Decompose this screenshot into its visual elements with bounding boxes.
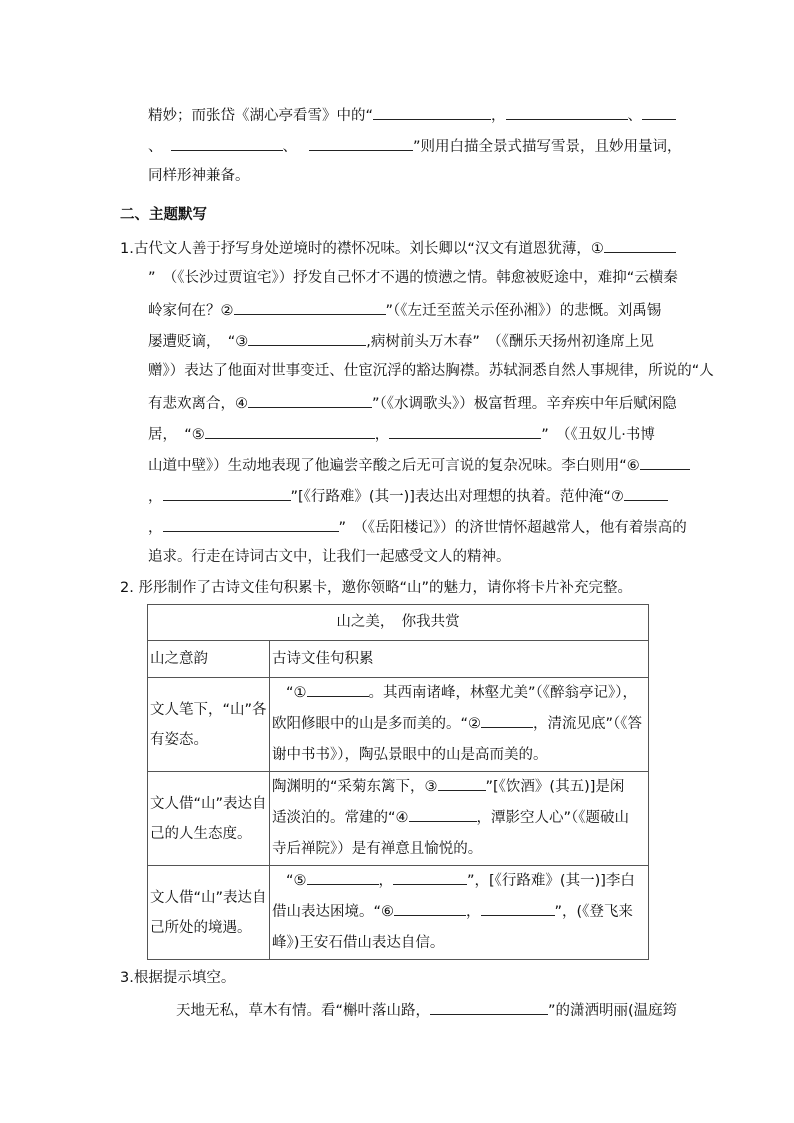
- blank-line[interactable]: [506, 104, 628, 120]
- table-row: [148, 678, 649, 772]
- card-title: 山之美， 你我共赏: [148, 605, 649, 641]
- intro-text: 精妙；而张岱《湖心亭看雪》中的“: [148, 108, 374, 124]
- blank-line[interactable]: [309, 135, 413, 151]
- blank-line[interactable]: [248, 330, 366, 346]
- section-title: 二、主题默写: [120, 207, 207, 223]
- intro-line-3: 同样形神兼备。: [148, 168, 250, 184]
- blank-line[interactable]: [373, 104, 491, 120]
- q1-line-5: 赠》）表达了他面对世事变迁、仕宦沉浮的豁达胸襟。苏轼洞悉自然人事规律，所说的“人: [148, 363, 714, 379]
- blank-line[interactable]: [642, 104, 676, 120]
- q2-intro: 2. 彤彤制作了古诗文佳句积累卡，邀你领略“山”的魅力，请你将卡片补充完整。: [120, 580, 632, 596]
- intro-line-2: 、 、 ”则用白描全景式描写雪景，且妙用量词，: [148, 135, 682, 157]
- q3-title: 3.根据提示填空。: [120, 970, 236, 986]
- blank-line[interactable]: [171, 135, 283, 151]
- q1-line-2: ” （《长沙过贾谊宅》）抒发自己怀才不遇的愤懑之情。韩愈被贬途中，难抑“云横秦: [148, 270, 678, 286]
- blank-line[interactable]: [248, 392, 372, 408]
- blank-line[interactable]: [624, 485, 668, 501]
- blank-line[interactable]: [205, 423, 375, 439]
- col2-header: 古诗文佳句积累: [270, 641, 649, 678]
- row-content: “⑤ ， ”，[《行路难》(其一)]李白 借山表达困境。“⑥ ， ”，(《登飞来 峰》)王安石借山表达自信。: [270, 866, 649, 960]
- q3-line-1: 天地无私，草木有情。看“槲叶落山路， ”的潇洒明丽(温庭筠: [176, 999, 677, 1021]
- blank-line[interactable]: [640, 454, 690, 470]
- q1-line-11: 追求。行走在诗词古文中，让我们一起感受文人的精神。: [148, 549, 511, 565]
- row-content: “① 。其西南诸峰，林壑尤美”（《醉翁亭记》）， 欧阳修眼中的山是多而美的。“② ，清流见底”（《答 谢中书书》），陶弘景眼中的山是高而美的。: [270, 678, 649, 772]
- q1-line-7: 居， “⑤ ， ” （《丑奴儿·书博: [148, 423, 655, 445]
- blank-line[interactable]: [409, 806, 477, 822]
- blank-line[interactable]: [307, 869, 379, 885]
- blank-line[interactable]: [604, 237, 676, 253]
- blank-line[interactable]: [430, 999, 548, 1015]
- blank-line[interactable]: [389, 423, 541, 439]
- q1-line-8: 山道中壁》）生动地表现了他遍尝辛酸之后无可言说的复杂况味。李白则用“⑥: [148, 454, 690, 476]
- row-content: 陶渊明的“采菊东篱下，③ ”[《饮酒》(其五)]是闲 适淡泊的。常建的“④ ，潭影空人心”（《题破山 寺后禅院》）是有禅意且愉悦的。: [270, 772, 649, 866]
- q1-line-1: 1.古代文人善于抒写身处逆境时的襟怀况味。刘长卿以“汉文有道恩犹薄，①: [120, 237, 676, 259]
- intro-line-1: 精妙；而张岱《湖心亭看雪》中的“ ， 、: [148, 104, 676, 126]
- table-row: [148, 772, 649, 866]
- blank-line[interactable]: [438, 775, 486, 791]
- col1-header: 山之意韵: [148, 641, 270, 678]
- table-row: [148, 866, 649, 960]
- q1-line-9: ， ”[《行路难》(其一)]表达出对理想的执着。范仲淹“⑦: [148, 485, 668, 507]
- blank-line[interactable]: [163, 516, 339, 532]
- row-category: 文人借“山”表达自 己的人生态度。: [148, 772, 270, 866]
- blank-line[interactable]: [307, 681, 369, 697]
- q1-line-10: ， ” （《岳阳楼记》）的济世情怀超越常人，他有着崇高的: [148, 516, 687, 538]
- blank-line[interactable]: [394, 900, 466, 916]
- blank-line[interactable]: [163, 485, 291, 501]
- q1-line-6: 有悲欢离合，④ ”（《水调歌头》）极富哲理。辛弃疾中年后赋闲隐: [148, 392, 677, 414]
- row-category: 文人笔下，“山”各 有姿态。: [148, 678, 270, 772]
- q1-line-3: 岭家何在？② ”（《左迁至蓝关示侄孙湘》）的悲慨。刘禹锡: [148, 299, 661, 321]
- blank-line[interactable]: [234, 299, 386, 315]
- row-category: 文人借“山”表达自 己所处的境遇。: [148, 866, 270, 960]
- blank-line[interactable]: [481, 712, 533, 728]
- accumulation-card: [147, 604, 649, 960]
- blank-line[interactable]: [481, 900, 555, 916]
- q1-line-4: 屡遭贬谪， “③ ,病树前头万木春” （《酬乐天扬州初逢席上见: [148, 330, 654, 352]
- blank-line[interactable]: [393, 869, 467, 885]
